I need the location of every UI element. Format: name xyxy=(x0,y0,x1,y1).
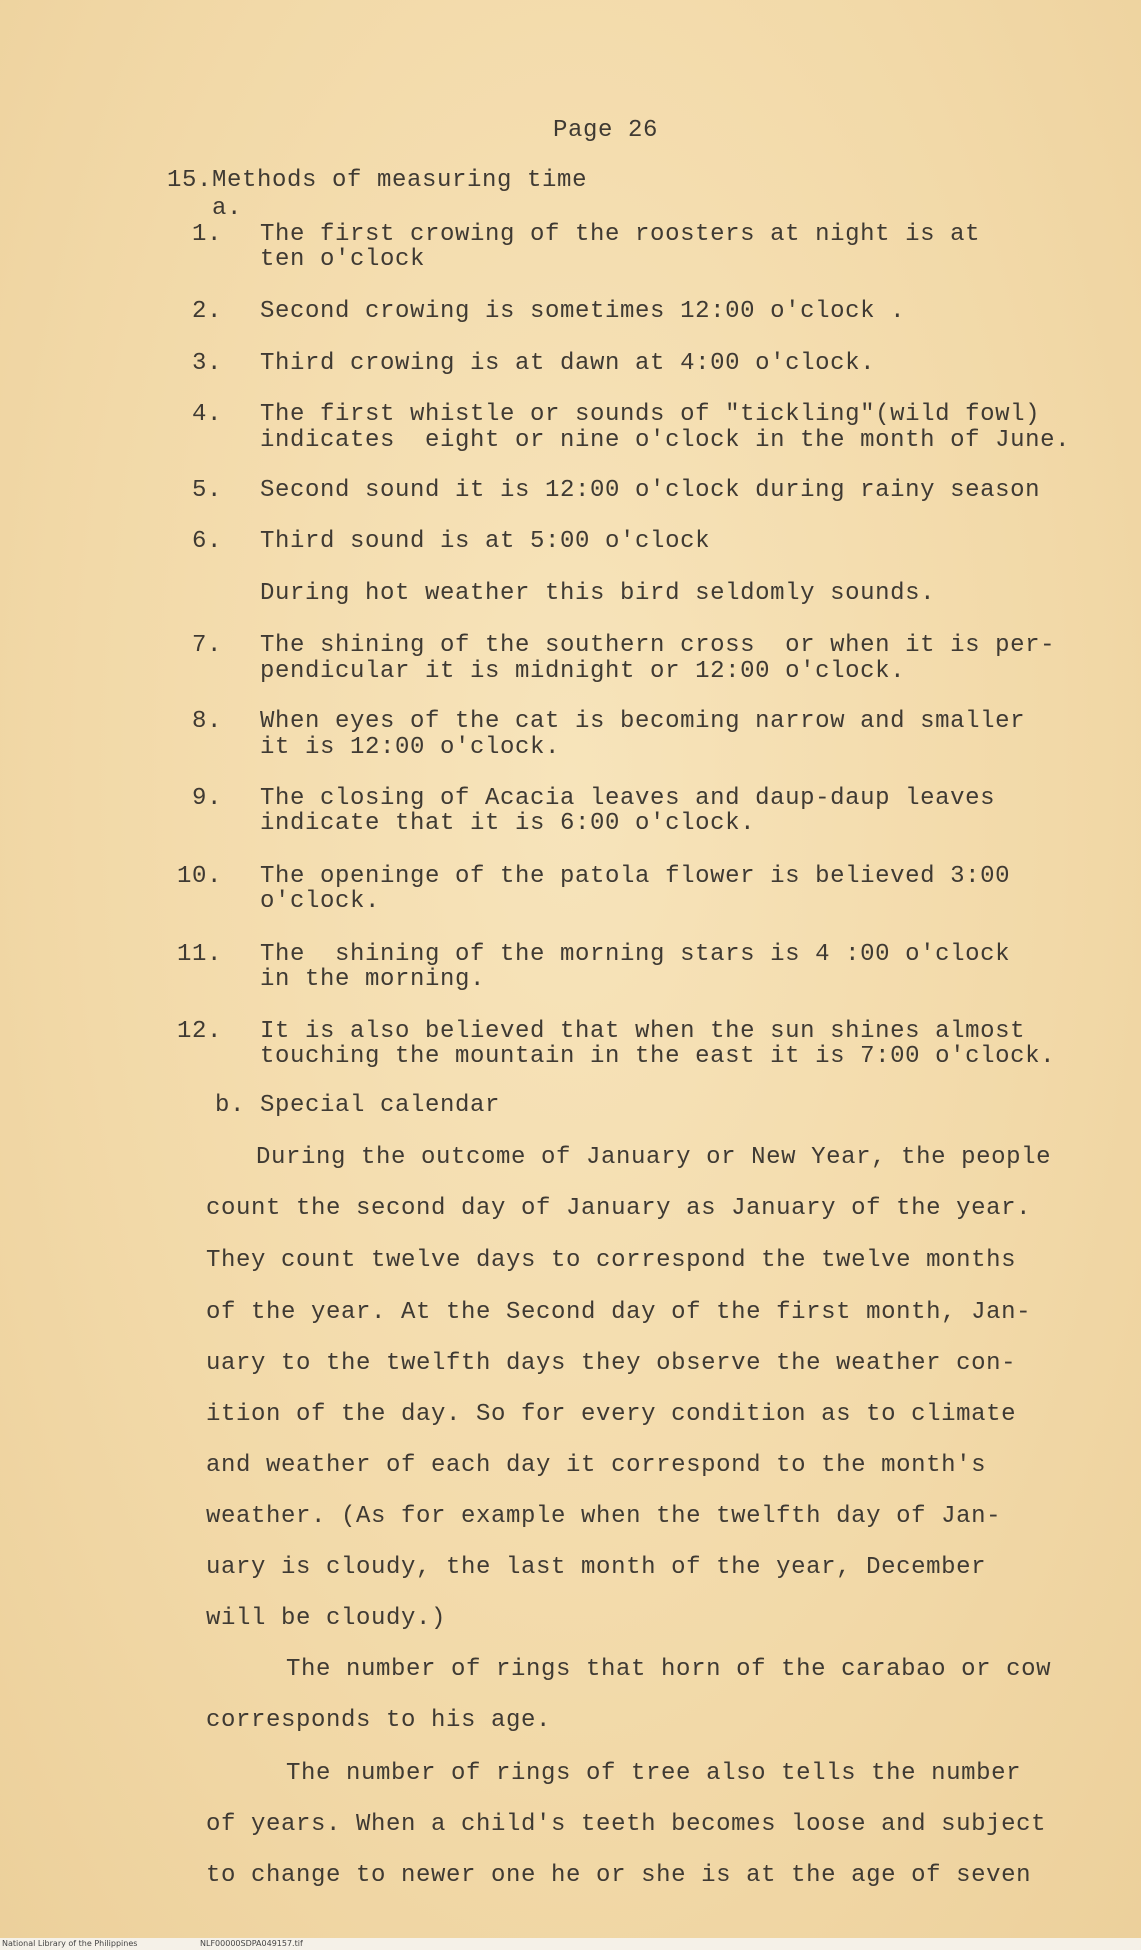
paragraph-line: will be cloudy.) xyxy=(206,1605,447,1632)
item-number: 9. xyxy=(191,785,222,812)
item-number: 4. xyxy=(191,401,222,428)
paragraph-line: corresponds to his age. xyxy=(206,1707,552,1734)
item-number: 3. xyxy=(191,350,222,377)
paragraph-line: of the year. At the Second day of the first month, Jan- xyxy=(206,1299,1032,1326)
item-text-line: touching the mountain in the east it is 7:00 o'clock. xyxy=(260,1043,1056,1070)
item-text-line: The first crowing of the roosters at night is at xyxy=(260,221,981,248)
paragraph-line: They count twelve days to correspond the twelve months xyxy=(206,1247,1017,1274)
item-text-line: The shining of the southern cross or when it is per- xyxy=(260,632,1056,659)
item-text-line: Second sound it is 12:00 o'clock during rainy season xyxy=(260,477,1041,504)
paragraph-line: of years. When a child's teeth becomes loose and subject xyxy=(206,1811,1047,1838)
paragraph-line: The number of rings of tree also tells the number xyxy=(286,1760,1022,1787)
item-text-line: pendicular it is midnight or 12:00 o'clock. xyxy=(260,658,906,685)
item-number: 1. xyxy=(191,221,222,248)
item-text-line: Third sound is at 5:00 o'clock xyxy=(260,528,711,555)
item-text-line: it is 12:00 o'clock. xyxy=(260,734,561,761)
paragraph-line: weather. (As for example when the twelfth day of Jan- xyxy=(206,1503,1002,1530)
paragraph-line: ition of the day. So for every condition as to climate xyxy=(206,1401,1017,1428)
item-text-line: The first whistle or sounds of "tickling"(wild fowl) xyxy=(260,401,1041,428)
footer-right: NLF00000SDPA049157.tif xyxy=(200,1939,303,1948)
item-number: 12. xyxy=(176,1018,222,1045)
section-title: 15.Methods of measuring time xyxy=(167,167,588,194)
item-number: 6. xyxy=(191,528,222,555)
item-number: 7. xyxy=(191,632,222,659)
item-text-line: o'clock. xyxy=(260,888,381,915)
item-text-line: Second crowing is sometimes 12:00 o'clock . xyxy=(260,298,906,325)
item-number: 5. xyxy=(191,477,222,504)
footer-left: National Library of the Philippines xyxy=(2,1939,138,1948)
subsection-b-heading: b. Special calendar xyxy=(215,1092,501,1119)
paragraph-line: The number of rings that horn of the carabao or cow xyxy=(286,1656,1052,1683)
item-text-line: The openinge of the patola flower is believed 3:00 xyxy=(260,863,1011,890)
item-text-line: During hot weather this bird seldomly sounds. xyxy=(260,580,936,607)
item-text-line: It is also believed that when the sun shines almost xyxy=(260,1018,1026,1045)
subsection-a-label: a. xyxy=(212,195,243,222)
item-text-line: indicates eight or nine o'clock in the month of June. xyxy=(260,427,1071,454)
item-text-line: Third crowing is at dawn at 4:00 o'clock. xyxy=(260,350,876,377)
item-number: 2. xyxy=(191,298,222,325)
item-text-line: When eyes of the cat is becoming narrow and smaller xyxy=(260,708,1026,735)
paragraph-line: to change to newer one he or she is at the age of seven xyxy=(206,1862,1032,1889)
item-text-line: ten o'clock xyxy=(260,246,426,273)
paragraph-line: uary is cloudy, the last month of the year, December xyxy=(206,1554,987,1581)
item-text-line: The shining of the morning stars is 4 :00 o'clock xyxy=(260,941,1011,968)
page-header: Page 26 xyxy=(553,117,659,144)
item-text-line: in the morning. xyxy=(260,966,486,993)
scan-footer xyxy=(0,1938,1141,1950)
item-text-line: The closing of Acacia leaves and daup-daup leaves xyxy=(260,785,996,812)
item-text-line: indicate that it is 6:00 o'clock. xyxy=(260,810,756,837)
item-number: 11. xyxy=(176,941,222,968)
paragraph-line: During the outcome of January or New Year, the people xyxy=(256,1144,1052,1171)
paragraph-line: and weather of each day it correspond to the month's xyxy=(206,1452,987,1479)
item-number: 8. xyxy=(191,708,222,735)
item-number: 10. xyxy=(176,863,222,890)
paragraph-line: count the second day of January as January of the year. xyxy=(206,1195,1032,1222)
paragraph-line: uary to the twelfth days they observe the weather con- xyxy=(206,1350,1017,1377)
